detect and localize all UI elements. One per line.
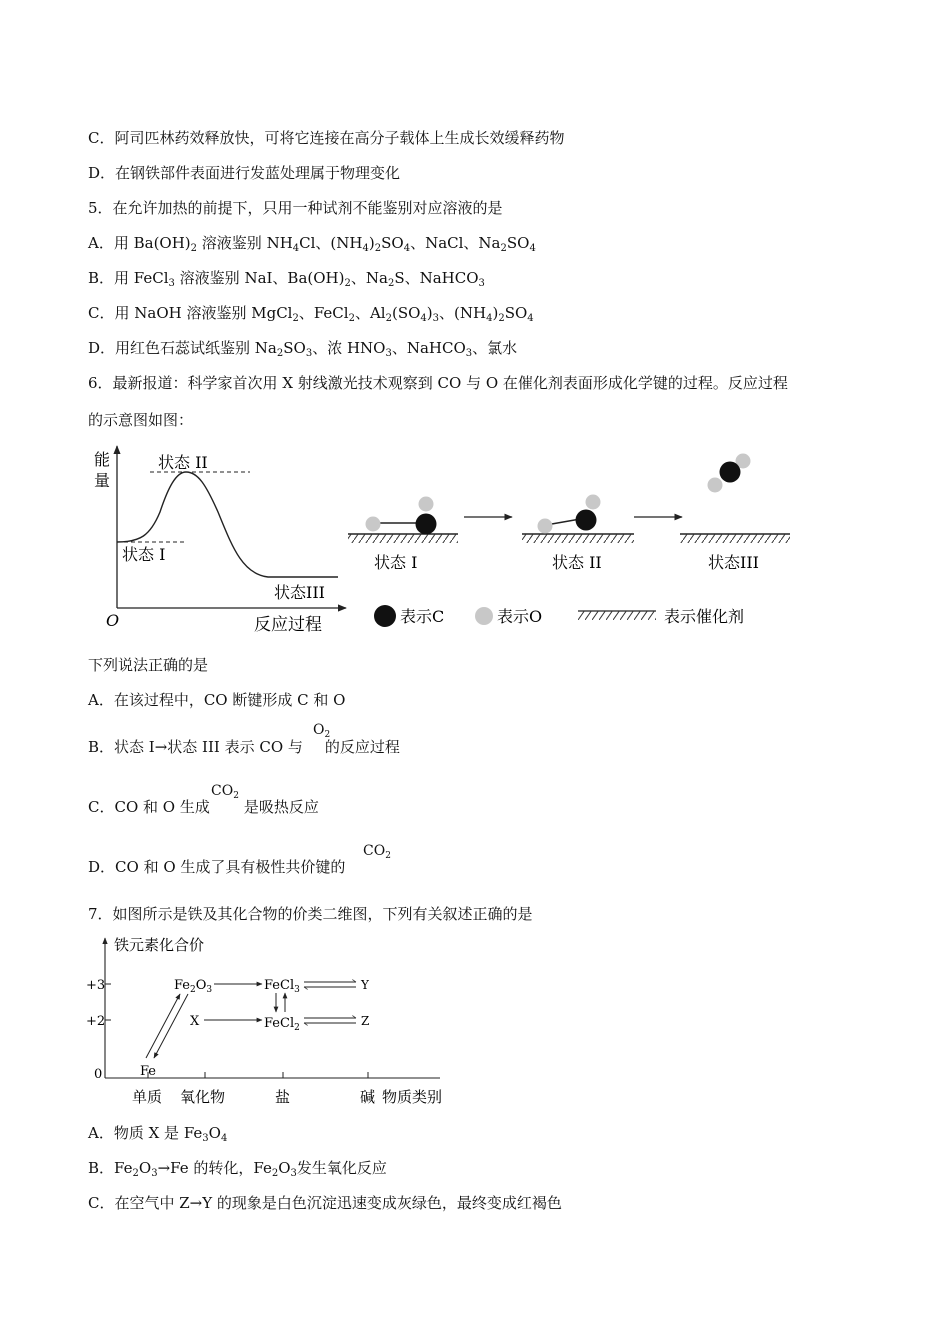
surface-legend <box>374 605 744 627</box>
q6-stem-line1: 6．最新报道：科学家首次用 X 射线激光技术观察到 CO 与 O 在催化剂表面形成化学键的过程。反应过程 <box>88 374 788 392</box>
q6-option-b-formula: $O_2$ <box>313 722 331 740</box>
legend-oxygen-label: 表示O <box>497 607 543 626</box>
xcat-oxide: 氧化物 <box>180 1088 226 1106</box>
legend-oxygen-marker <box>475 607 493 625</box>
legend-catalyst-label: 表示催化剂 <box>664 607 745 626</box>
q7-option-a: A．物质 X 是 $Fe_3O_4$ <box>88 1124 228 1144</box>
xcat-base: 碱 <box>360 1088 376 1106</box>
surface-state1 <box>348 497 458 573</box>
arrow-fe-to-fe2o3 <box>146 994 180 1058</box>
valence-x-title: 物质类别 <box>382 1088 443 1106</box>
state3-carbon-atom <box>720 462 741 483</box>
ytick-plus3: +3 <box>86 978 106 993</box>
q5-stem: 5．在允许加热的前提下，只用一种试剂不能鉴别对应溶液的是 <box>88 199 503 217</box>
q4-option-d: D．在钢铁部件表面进行发蓝处理属于物理变化 <box>88 164 401 182</box>
q6-stem-line2: 的示意图如图： <box>88 411 194 429</box>
q6-option-d-formula: $CO_2$ <box>363 843 391 861</box>
legend-carbon-label: 表示C <box>400 607 445 626</box>
energy-label-state3: 状态III <box>274 583 325 602</box>
q7-option-c: C．在空气中 Z→Y 的现象是白色沉淀迅速变成灰绿色，最终变成红褐色 <box>88 1194 562 1212</box>
q5-option-a: A．用 $Ba(OH)_2$ 溶液鉴别 $NH_4Cl$、$(NH_4)_2SO_4$、NaCl、$Na_2SO_4$ <box>88 234 536 254</box>
node-z: Z <box>361 1014 370 1028</box>
q6-prompt: 下列说法正确的是 <box>88 656 209 674</box>
node-fe2o3: $Fe_2O_3$ <box>174 978 213 995</box>
arrow-fe2o3-to-fe <box>154 994 188 1058</box>
node-x: X <box>190 1014 200 1029</box>
state1-oxygen-atom <box>366 517 381 532</box>
q6-option-c: C．CO 和 O 生成 是吸热反应 <box>88 798 319 816</box>
node-fecl3: FeCl$_3$ <box>264 978 300 995</box>
state2-oxygen-atom-2 <box>586 495 601 510</box>
surface-label-state2: 状态 II <box>552 553 602 572</box>
energy-origin: O <box>106 611 120 630</box>
surface-label-state1: 状态 I <box>374 553 418 572</box>
energy-xlabel: 反应过程 <box>254 615 322 635</box>
q6-option-b: B．状态 I→状态 III 表示 CO 与 的反应过程 <box>88 738 400 756</box>
q4-option-c: C．阿司匹林药效释放快，可将它连接在高分子载体上生成长效缓释药物 <box>88 129 565 147</box>
q5-option-d: D．用红色石蕊试纸鉴别 $Na_2SO_3$、浓 $HNO_3$、NaHCO$_3$、氯水 <box>88 339 518 359</box>
energy-ylabel-1: 能 <box>94 450 111 469</box>
legend-carbon-marker <box>374 605 396 627</box>
surface-state3 <box>680 454 790 573</box>
state2-oxygen-atom <box>538 519 553 534</box>
xcat-salt: 盐 <box>275 1088 291 1106</box>
energy-label-state2: 状态 II <box>158 453 208 472</box>
state1-carbon-atom <box>416 514 437 535</box>
ytick-zero: 0 <box>94 1067 103 1082</box>
energy-label-state1: 状态 I <box>122 545 166 564</box>
q5-option-b: B．用 FeCl$_3$ 溶液鉴别 NaI、$Ba(OH)_2$、$Na_2S$、NaHCO$_3$ <box>88 269 485 289</box>
iron-valence-class-diagram <box>80 930 460 1110</box>
q6-option-c-formula: $CO_2$ <box>211 783 239 801</box>
surface-reaction-diagram <box>340 440 800 640</box>
q7-stem: 7．如图所示是铁及其化合物的价类二维图，下列有关叙述正确的是 <box>88 905 533 923</box>
node-fe: Fe <box>140 1064 157 1079</box>
xcat-element: 单质 <box>132 1088 163 1106</box>
legend-catalyst-marker <box>578 611 656 620</box>
surface-label-state3: 状态III <box>708 553 759 572</box>
valence-y-title: 铁元素化合价 <box>114 936 205 954</box>
energy-ylabel-2: 量 <box>94 471 111 490</box>
q6-option-a: A．在该过程中，CO 断键形成 C 和 O <box>88 691 346 709</box>
energy-profile-diagram <box>88 440 350 640</box>
ytick-plus2: +2 <box>86 1014 106 1029</box>
state1-oxygen-atom-2 <box>419 497 434 512</box>
q5-option-c: C．用 NaOH 溶液鉴别 MgCl$_2$、FeCl$_2$、$Al_2(SO_4)_3$、$(NH_4)_2SO_4$ <box>88 304 534 324</box>
q7-option-b: B．$Fe_2O_3\to Fe$ 的转化，$Fe_2O_3$发生氧化反应 <box>88 1159 387 1179</box>
surface-state2 <box>522 495 634 573</box>
state2-carbon-atom <box>576 510 597 531</box>
node-fecl2: FeCl$_2$ <box>264 1016 300 1033</box>
state3-oxygen-atom-bottom <box>708 478 723 493</box>
node-y: Y <box>361 978 369 992</box>
q6-option-d: D．CO 和 O 生成了具有极性共价键的 <box>88 858 346 876</box>
